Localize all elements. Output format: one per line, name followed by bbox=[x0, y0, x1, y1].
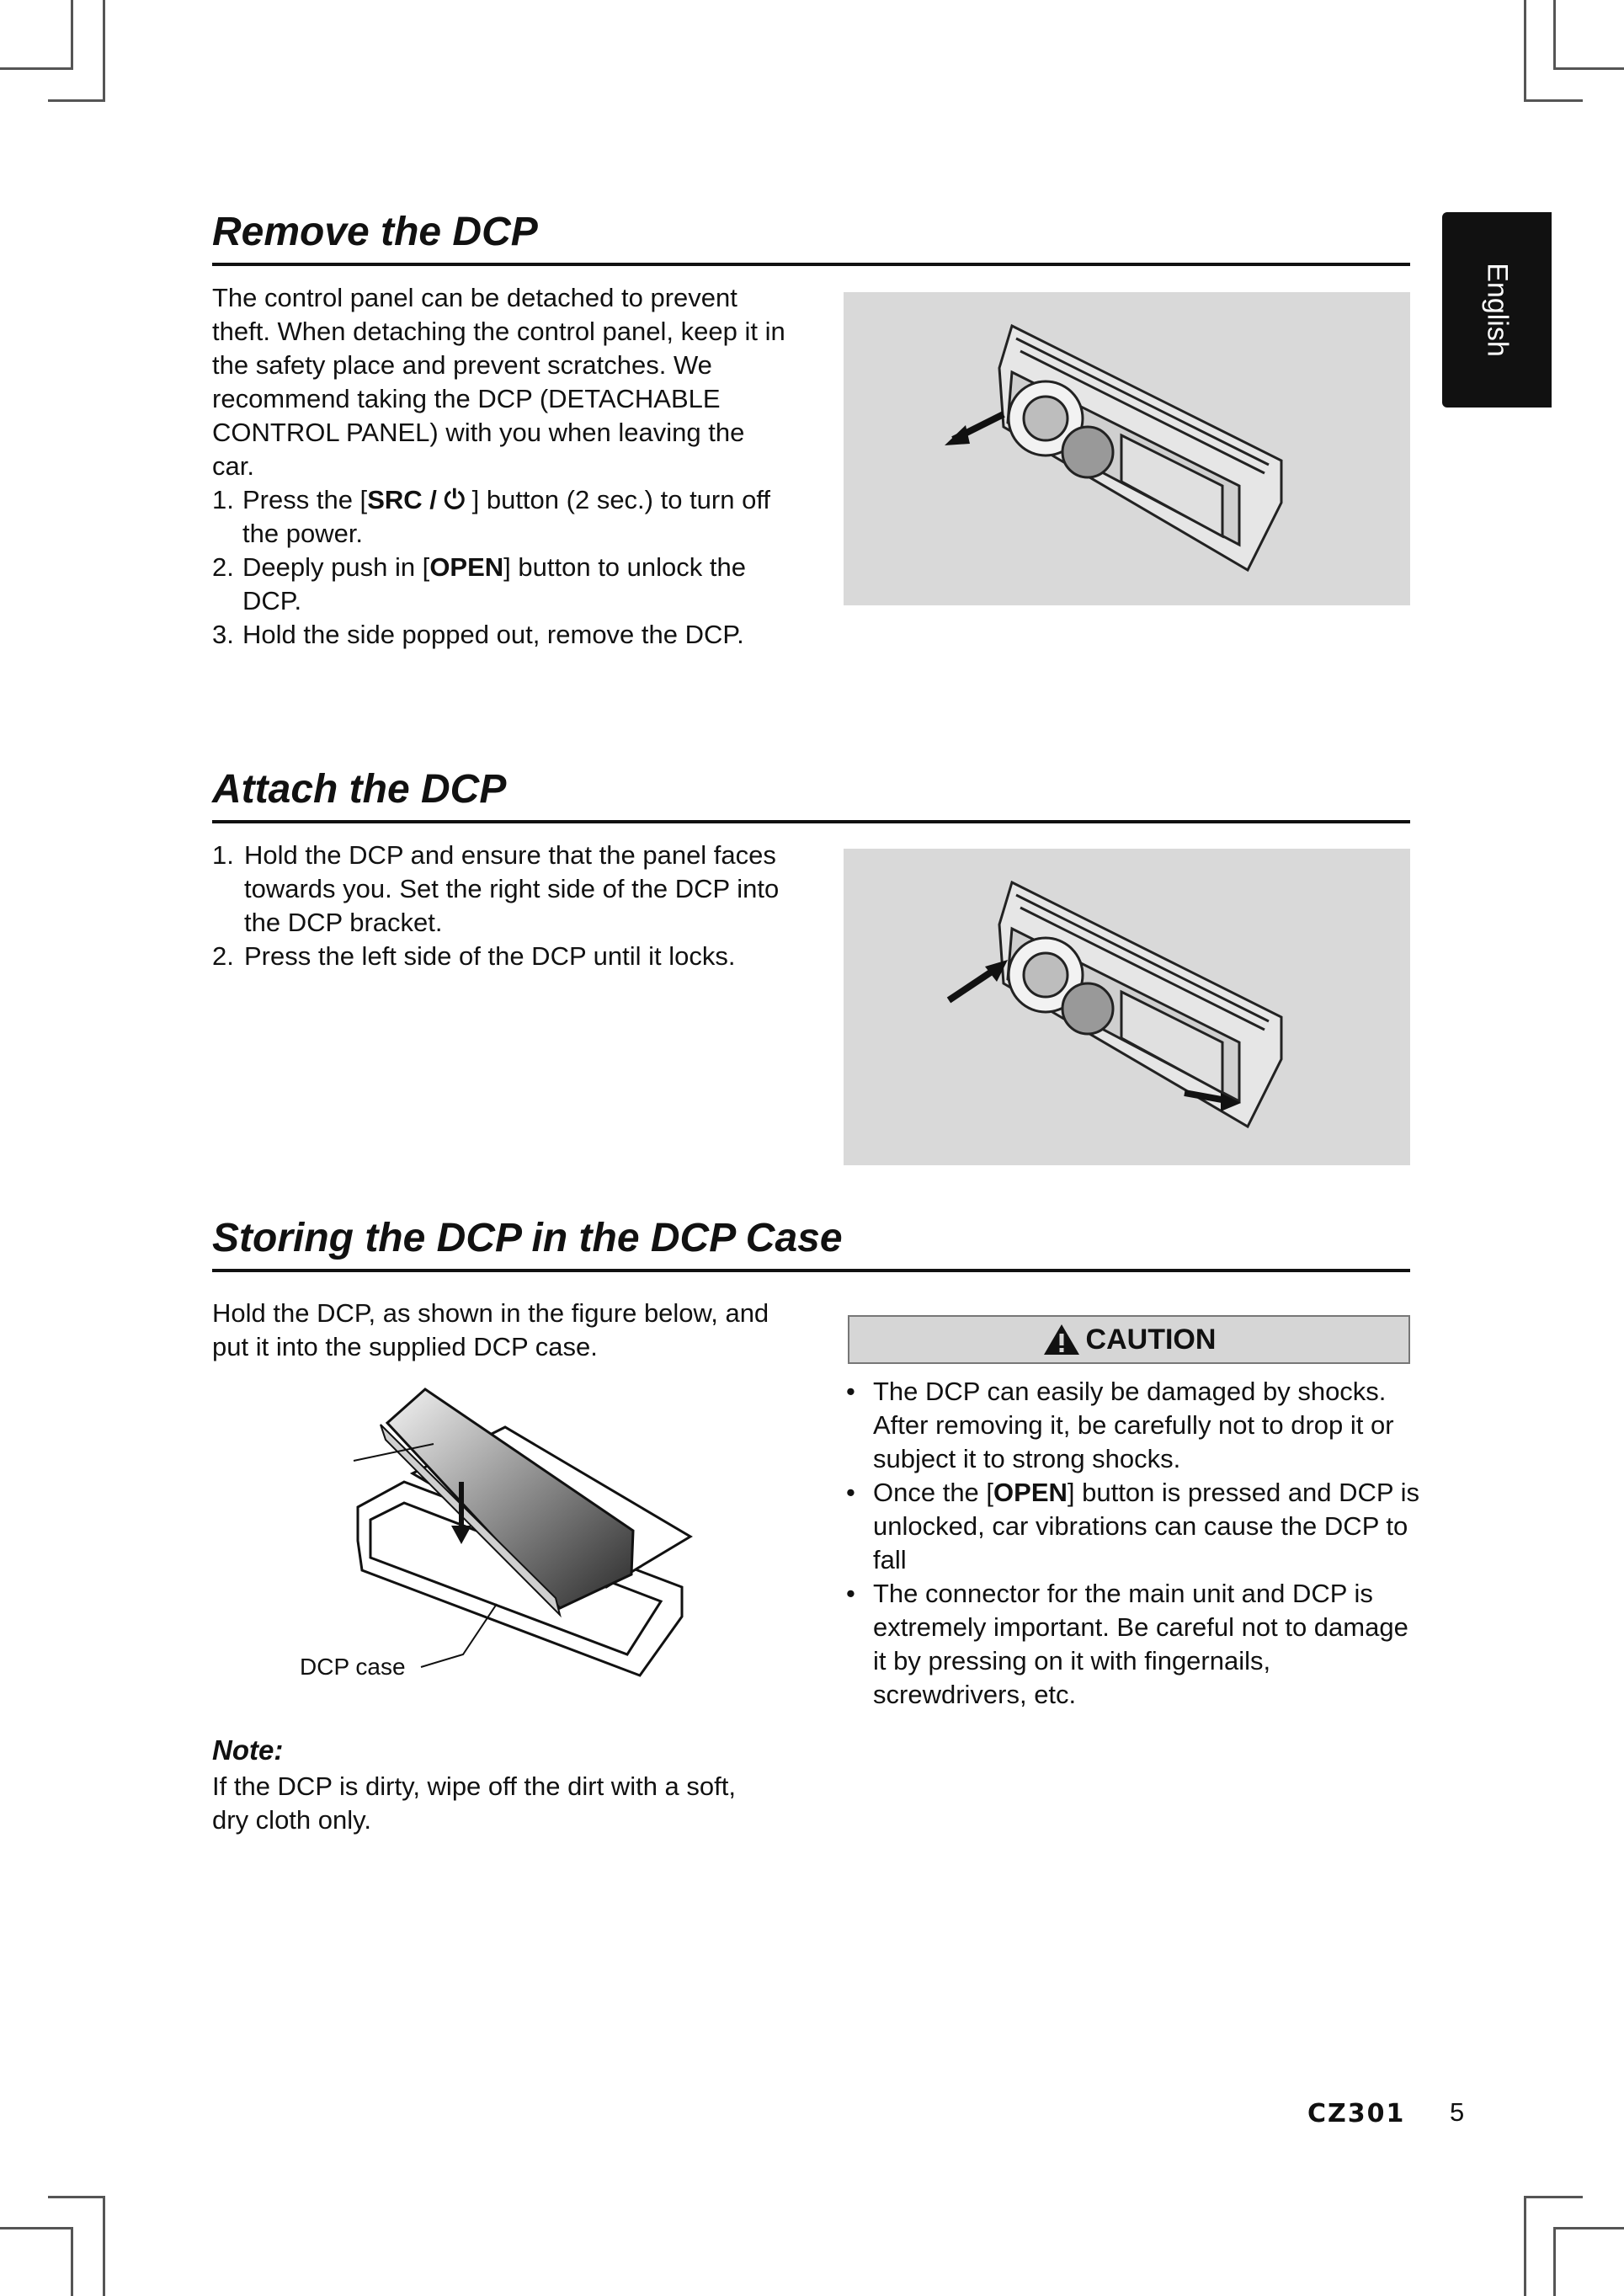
crop-mark bbox=[1553, 2227, 1624, 2229]
attach-section-title: Attach the DCP bbox=[212, 767, 507, 812]
step-text: Deeply push in [ bbox=[242, 552, 430, 582]
storing-section-title: Storing the DCP in the DCP Case bbox=[212, 1216, 843, 1260]
step-number: 1. bbox=[212, 485, 234, 514]
caution-heading: CAUTION bbox=[1085, 1323, 1217, 1356]
faceplate-illustration bbox=[844, 292, 1410, 605]
crop-mark bbox=[48, 2196, 105, 2198]
crop-mark bbox=[0, 2227, 71, 2229]
button-name: OPEN bbox=[429, 552, 504, 582]
remove-steps bbox=[212, 483, 793, 652]
bullet-icon: • bbox=[846, 1377, 855, 1406]
model-number: CZ301 bbox=[1307, 2099, 1406, 2128]
bullet-icon: • bbox=[846, 1579, 855, 1608]
crop-mark bbox=[1524, 99, 1583, 102]
list-item bbox=[212, 551, 793, 618]
dcp-case-label: DCP case bbox=[300, 1654, 406, 1680]
warning-icon bbox=[1042, 1323, 1081, 1356]
step-number: 3. bbox=[212, 620, 234, 649]
crop-mark bbox=[1524, 2196, 1526, 2296]
step-text: ] button (2 sec.) to turn off the power. bbox=[242, 485, 771, 548]
crop-mark bbox=[1553, 0, 1556, 70]
step-text: Hold the side popped out, remove the DCP. bbox=[242, 620, 744, 649]
list-item bbox=[844, 1476, 1425, 1577]
button-name: SRC / ⏻ bbox=[367, 485, 465, 514]
step-text: Press the left side of the DCP until it locks. bbox=[244, 941, 736, 971]
list-item bbox=[212, 618, 793, 652]
section-rule bbox=[212, 820, 1410, 823]
caution-text: The connector for the main unit and DCP is extremely important. Be careful not to damage it by pressing on it with fingernails, screwdrivers, etc. bbox=[873, 1579, 1408, 1709]
step-number: 2. bbox=[212, 552, 234, 582]
list-item bbox=[212, 940, 793, 973]
crop-mark bbox=[71, 0, 73, 70]
list-item bbox=[212, 839, 793, 940]
note-heading: Note: bbox=[212, 1734, 284, 1766]
note-text: If the DCP is dirty, wipe off the dirt with a soft, dry cloth only. bbox=[212, 1771, 736, 1835]
list-item bbox=[212, 483, 793, 551]
bullet-icon: • bbox=[846, 1478, 855, 1507]
crop-mark bbox=[0, 67, 71, 70]
language-tab bbox=[1442, 212, 1552, 408]
crop-mark bbox=[71, 2227, 73, 2296]
attach-section-body bbox=[212, 839, 793, 973]
section-rule bbox=[212, 263, 1410, 266]
crop-mark bbox=[103, 2196, 105, 2296]
remove-section-title: Remove the DCP bbox=[212, 210, 538, 254]
crop-mark bbox=[1553, 67, 1624, 70]
dcp-case-figure bbox=[286, 1381, 707, 1692]
caution-text: Once the [ bbox=[873, 1478, 994, 1507]
caution-text: The DCP can easily be damaged by shocks. After removing it, be carefully not to drop it or subject it to strong shocks. bbox=[873, 1377, 1394, 1473]
language-tab-label: English bbox=[1481, 263, 1514, 357]
caution-header bbox=[848, 1315, 1410, 1364]
crop-mark bbox=[48, 99, 105, 102]
remove-dcp-figure bbox=[844, 292, 1410, 605]
step-text: Hold the DCP and ensure that the panel faces towards you. Set the right side of the DCP into the DCP bracket. bbox=[244, 840, 780, 937]
caution-list bbox=[844, 1375, 1425, 1712]
remove-intro: The control panel can be detached to prevent theft. When detaching the control panel, keep it in the safety place and prevent scratches. We recommend taking the DCP (DETACHABLE CONTROL PANEL) with you when leaving the car. bbox=[212, 283, 785, 481]
attach-steps bbox=[212, 839, 793, 973]
dcp-case-illustration bbox=[286, 1381, 707, 1692]
caution-text: ] button is pressed and DCP is unlocked, car vibrations can cause the DCP to fall bbox=[873, 1478, 1420, 1574]
step-text: Press the [ bbox=[242, 485, 368, 514]
step-number: 2. bbox=[212, 941, 234, 971]
page-number: 5 bbox=[1450, 2097, 1465, 2127]
crop-mark bbox=[103, 0, 105, 102]
list-item bbox=[844, 1375, 1425, 1476]
remove-section-body bbox=[212, 281, 793, 652]
faceplate-illustration bbox=[844, 849, 1410, 1165]
list-item bbox=[844, 1577, 1425, 1712]
step-text: ] button to unlock the DCP. bbox=[242, 552, 746, 615]
button-name: OPEN bbox=[993, 1478, 1068, 1507]
step-number: 1. bbox=[212, 840, 234, 870]
crop-mark bbox=[1553, 2227, 1556, 2296]
storing-intro: Hold the DCP, as shown in the figure below, and put it into the supplied DCP case. bbox=[212, 1298, 769, 1361]
section-rule bbox=[212, 1269, 1410, 1272]
crop-mark bbox=[1524, 0, 1526, 102]
crop-mark bbox=[1524, 2196, 1583, 2198]
attach-dcp-figure bbox=[844, 849, 1410, 1165]
